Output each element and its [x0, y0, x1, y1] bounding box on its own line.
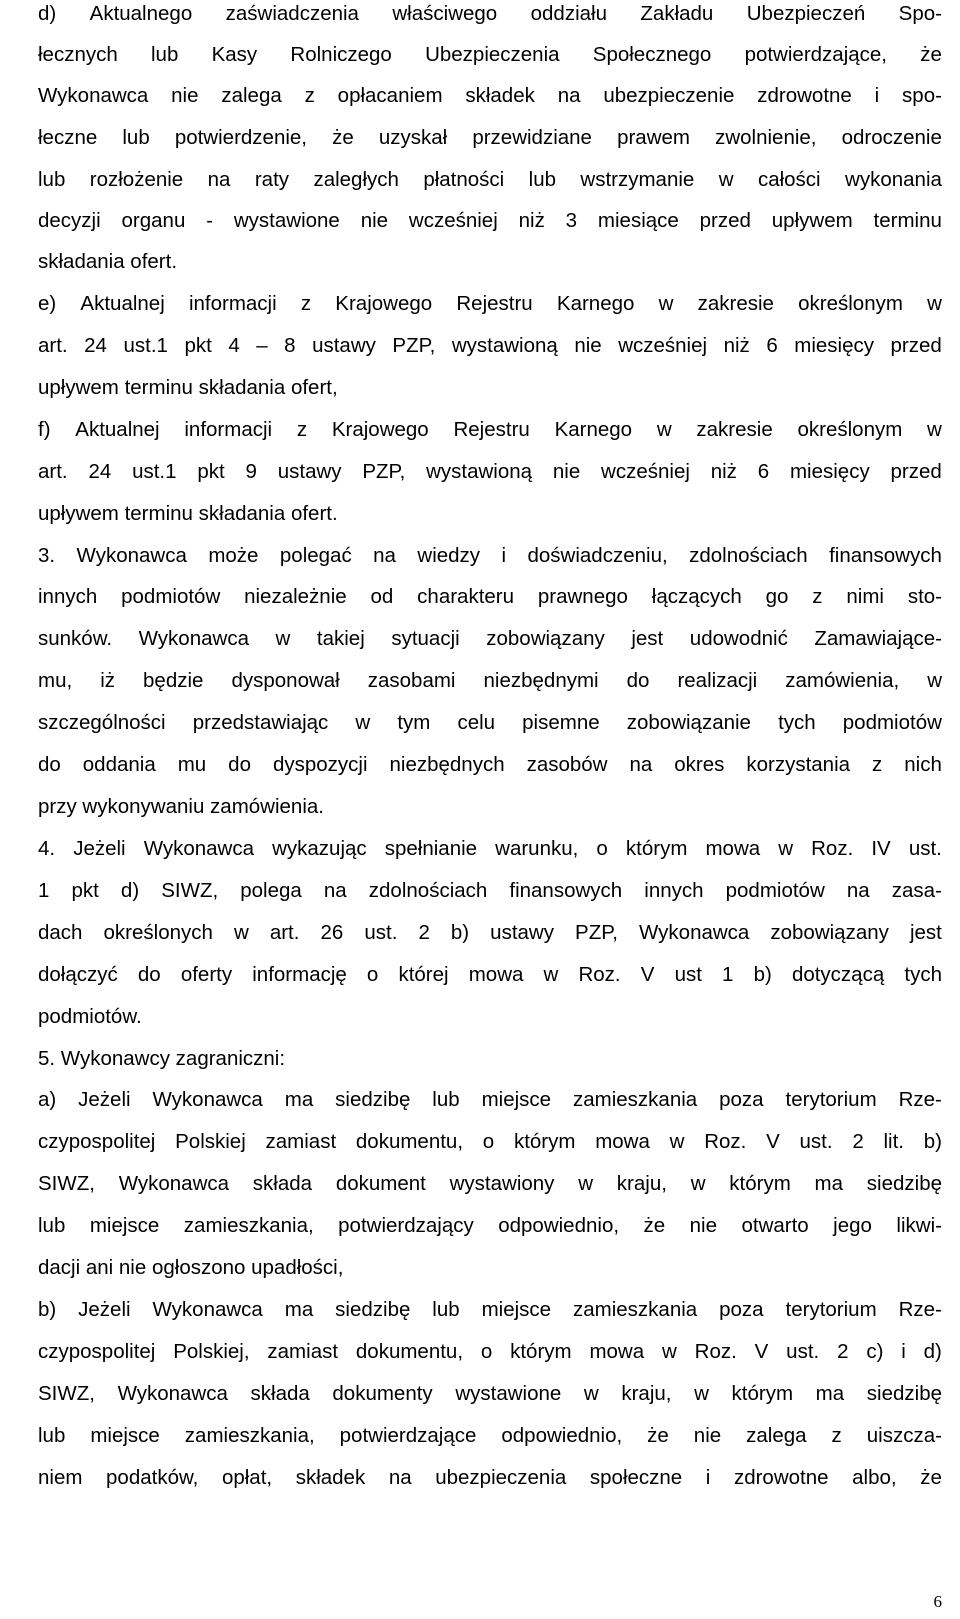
- text-line: 4. Jeżeli Wykonawca wykazując spełnianie warunku, o którym mowa w Roz. IV ust.: [38, 837, 942, 860]
- text-line: b) Jeżeli Wykonawca ma siedzibę lub miejsce zamieszkania poza terytorium Rze-: [38, 1298, 942, 1321]
- text-line: podmiotów.: [38, 1005, 142, 1028]
- text-line: łeczne lub potwierdzenie, że uzyskał przewidziane prawem zwolnienie, odroczenie: [38, 126, 942, 149]
- text-line: do oddania mu do dyspozycji niezbędnych zasobów na okres korzystania z nich: [38, 753, 942, 776]
- text-line: łecznych lub Kasy Rolniczego Ubezpieczenia Społecznego potwierdzające, że: [38, 43, 942, 66]
- text-line: czypospolitej Polskiej zamiast dokumentu, o którym mowa w Roz. V ust. 2 lit. b): [38, 1130, 942, 1153]
- text-line: innych podmiotów niezależnie od charakteru prawnego łączących go z nimi sto-: [38, 585, 942, 608]
- text-line: dacji ani nie ogłoszono upadłości,: [38, 1256, 344, 1279]
- page-number: 6: [933, 1592, 942, 1611]
- text-line: f) Aktualnej informacji z Krajowego Rejestru Karnego w zakresie określonym w: [38, 418, 942, 441]
- text-line: e) Aktualnej informacji z Krajowego Rejestru Karnego w zakresie określonym w: [38, 292, 942, 315]
- text-line: a) Jeżeli Wykonawca ma siedzibę lub miejsce zamieszkania poza terytorium Rze-: [38, 1088, 942, 1111]
- text-line: upływem terminu składania ofert,: [38, 376, 338, 399]
- text-line: dołączyć do oferty informację o której mowa w Roz. V ust 1 b) dotyczącą tych: [38, 963, 942, 986]
- text-line: art. 24 ust.1 pkt 4 – 8 ustawy PZP, wystawioną nie wcześniej niż 6 miesięcy przed: [38, 334, 942, 357]
- text-line: sunków. Wykonawca w takiej sytuacji zobowiązany jest udowodnić Zamawiające-: [38, 627, 942, 650]
- text-line: składania ofert.: [38, 250, 178, 273]
- text-line: SIWZ, Wykonawca składa dokument wystawiony w kraju, w którym ma siedzibę: [38, 1172, 942, 1195]
- text-line: 3. Wykonawca może polegać na wiedzy i doświadczeniu, zdolnościach finansowych: [38, 544, 942, 567]
- text-line: Wykonawca nie zalega z opłacaniem składek na ubezpieczenie zdrowotne i spo-: [38, 84, 942, 107]
- text-line: 5. Wykonawcy zagraniczni:: [38, 1047, 286, 1070]
- text-line: przy wykonywaniu zamówienia.: [38, 795, 324, 818]
- text-line: lub miejsce zamieszkania, potwierdzający odpowiednio, że nie otwarto jego likwi-: [38, 1214, 942, 1237]
- text-line: czypospolitej Polskiej, zamiast dokumentu, o którym mowa w Roz. V ust. 2 c) i d): [38, 1340, 942, 1363]
- text-line: dach określonych w art. 26 ust. 2 b) ustawy PZP, Wykonawca zobowiązany jest: [38, 921, 942, 944]
- text-line: lub miejsce zamieszkania, potwierdzające odpowiednio, że nie zalega z uiszcza-: [38, 1424, 942, 1447]
- text-line: 1 pkt d) SIWZ, polega na zdolnościach finansowych innych podmiotów na zasa-: [38, 879, 942, 902]
- text-line: SIWZ, Wykonawca składa dokumenty wystawione w kraju, w którym ma siedzibę: [38, 1382, 942, 1405]
- text-line: niem podatków, opłat, składek na ubezpieczenia społeczne i zdrowotne albo, że: [38, 1466, 942, 1489]
- text-line: d) Aktualnego zaświadczenia właściwego oddziału Zakładu Ubezpieczeń Spo-: [38, 2, 942, 25]
- text-line: art. 24 ust.1 pkt 9 ustawy PZP, wystawioną nie wcześniej niż 6 miesięcy przed: [38, 460, 942, 483]
- text-line: decyzji organu - wystawione nie wcześniej niż 3 miesiące przed upływem terminu: [38, 209, 942, 232]
- text-line: upływem terminu składania ofert.: [38, 502, 338, 525]
- text-line: mu, iż będzie dysponował zasobami niezbędnymi do realizacji zamówienia, w: [38, 669, 942, 692]
- text-line: szczególności przedstawiając w tym celu pisemne zobowiązanie tych podmiotów: [38, 711, 942, 734]
- text-line: lub rozłożenie na raty zaległych płatności lub wstrzymanie w całości wykonania: [38, 168, 942, 191]
